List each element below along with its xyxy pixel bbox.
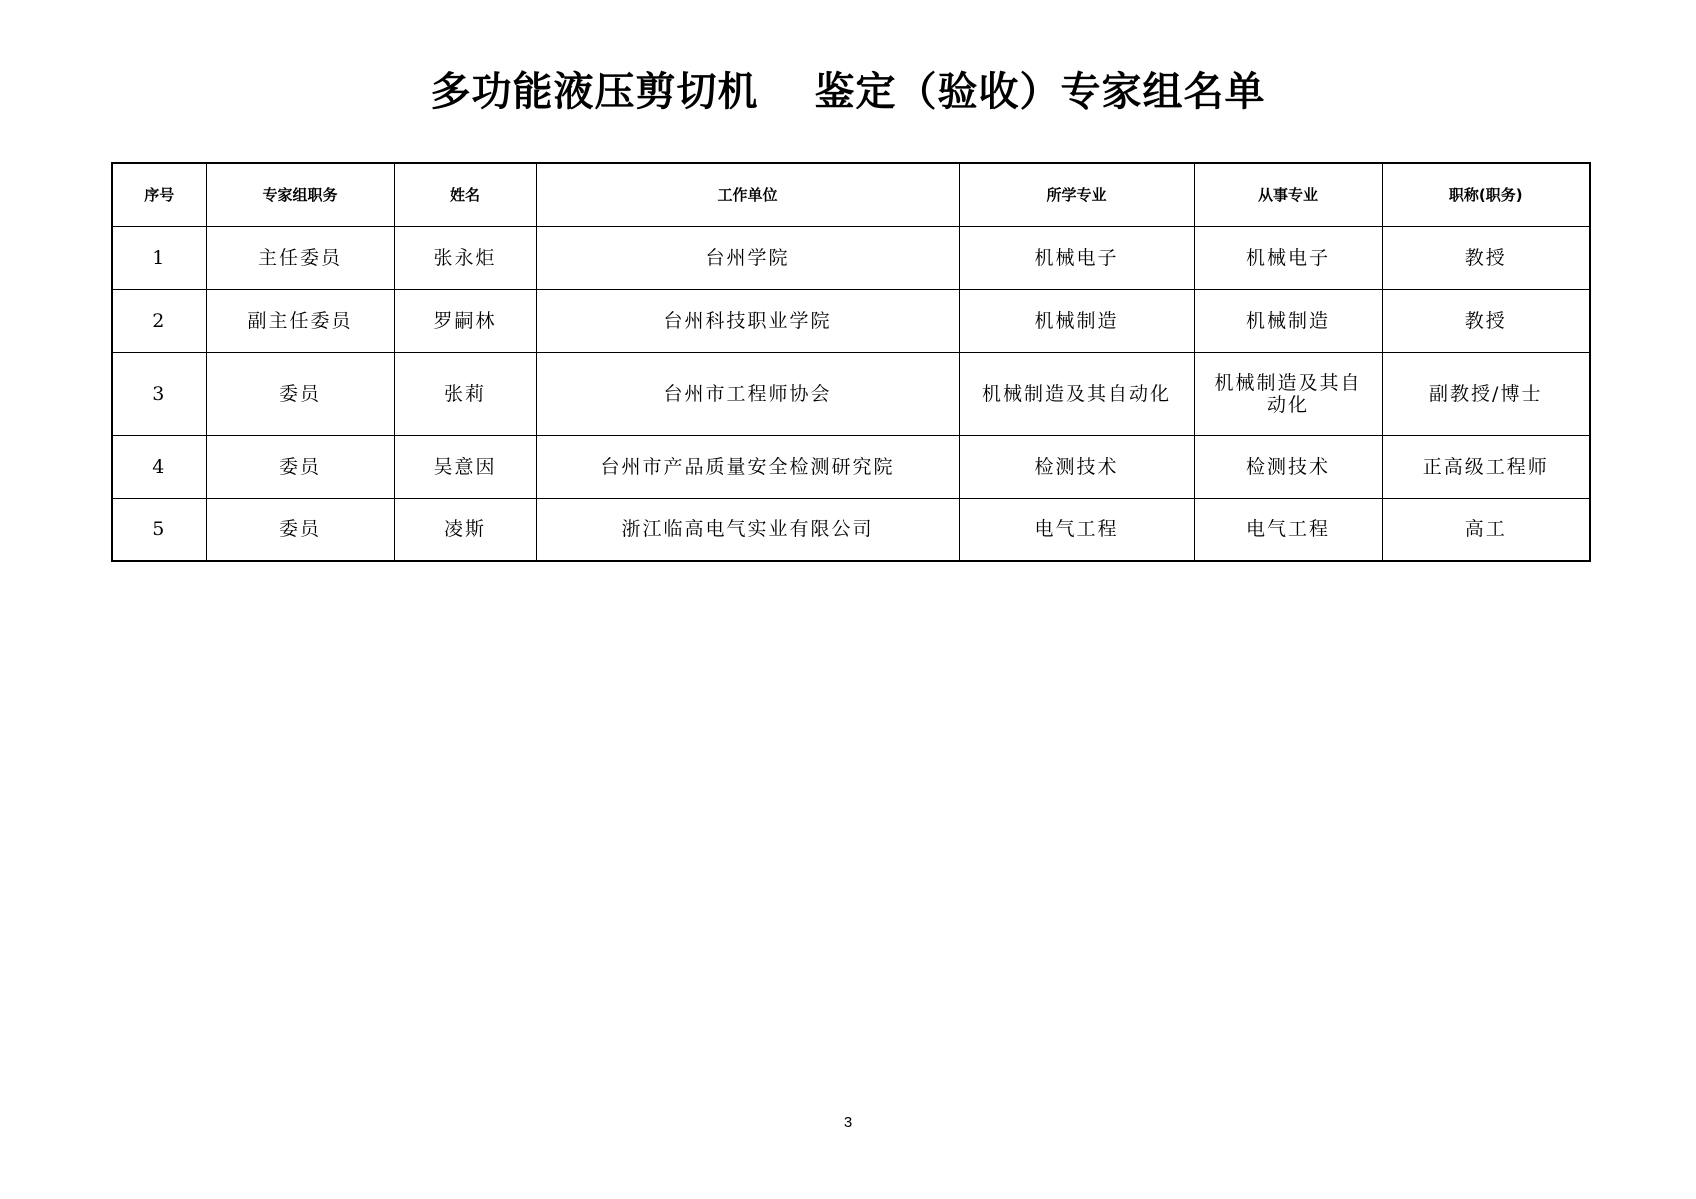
cell-working-field: 机械制造 <box>1194 289 1382 352</box>
cell-name: 凌斯 <box>394 498 536 561</box>
cell-title: 教授 <box>1382 289 1590 352</box>
cell-title: 教授 <box>1382 226 1590 289</box>
table-row <box>112 226 1590 289</box>
cell-workplace: 浙江临高电气实业有限公司 <box>536 498 959 561</box>
table-row <box>112 498 1590 561</box>
cell-index: 2 <box>112 289 206 352</box>
header-workplace: 工作单位 <box>536 163 959 226</box>
cell-working-field: 电气工程 <box>1194 498 1382 561</box>
expert-group-table <box>111 162 1591 562</box>
cell-studied-major: 检测技术 <box>959 435 1194 498</box>
cell-studied-major: 机械制造 <box>959 289 1194 352</box>
page-title: 多功能液压剪切机 鉴定（验收）专家组名单 <box>430 69 1266 115</box>
cell-group-role: 主任委员 <box>206 226 394 289</box>
cell-workplace: 台州学院 <box>536 226 959 289</box>
table-row <box>112 435 1590 498</box>
cell-name: 张莉 <box>394 352 536 435</box>
cell-working-field: 机械制造及其自动化 <box>1194 352 1382 435</box>
header-working-field: 从事专业 <box>1194 163 1382 226</box>
cell-name: 吴意因 <box>394 435 536 498</box>
cell-studied-major: 机械制造及其自动化 <box>959 352 1194 435</box>
cell-workplace: 台州科技职业学院 <box>536 289 959 352</box>
header-studied-major: 所学专业 <box>959 163 1194 226</box>
cell-workplace: 台州市产品质量安全检测研究院 <box>536 435 959 498</box>
cell-studied-major: 机械电子 <box>959 226 1194 289</box>
cell-index: 3 <box>112 352 206 435</box>
cell-studied-major: 电气工程 <box>959 498 1194 561</box>
cell-index: 5 <box>112 498 206 561</box>
cell-name: 张永炬 <box>394 226 536 289</box>
cell-index: 4 <box>112 435 206 498</box>
cell-working-field: 机械电子 <box>1194 226 1382 289</box>
header-title: 职称(职务) <box>1382 163 1590 226</box>
cell-group-role: 副主任委员 <box>206 289 394 352</box>
header-group-role: 专家组职务 <box>206 163 394 226</box>
header-name: 姓名 <box>394 163 536 226</box>
table-row <box>112 352 1590 435</box>
cell-group-role: 委员 <box>206 498 394 561</box>
cell-index: 1 <box>112 226 206 289</box>
page-number: 3 <box>843 1114 853 1131</box>
header-index: 序号 <box>112 163 206 226</box>
cell-name: 罗嗣林 <box>394 289 536 352</box>
cell-group-role: 委员 <box>206 435 394 498</box>
cell-workplace: 台州市工程师协会 <box>536 352 959 435</box>
cell-title: 副教授/博士 <box>1382 352 1590 435</box>
table-row <box>112 289 1590 352</box>
table-header-row <box>112 163 1590 226</box>
cell-title: 高工 <box>1382 498 1590 561</box>
cell-group-role: 委员 <box>206 352 394 435</box>
cell-working-field: 检测技术 <box>1194 435 1382 498</box>
cell-title: 正高级工程师 <box>1382 435 1590 498</box>
